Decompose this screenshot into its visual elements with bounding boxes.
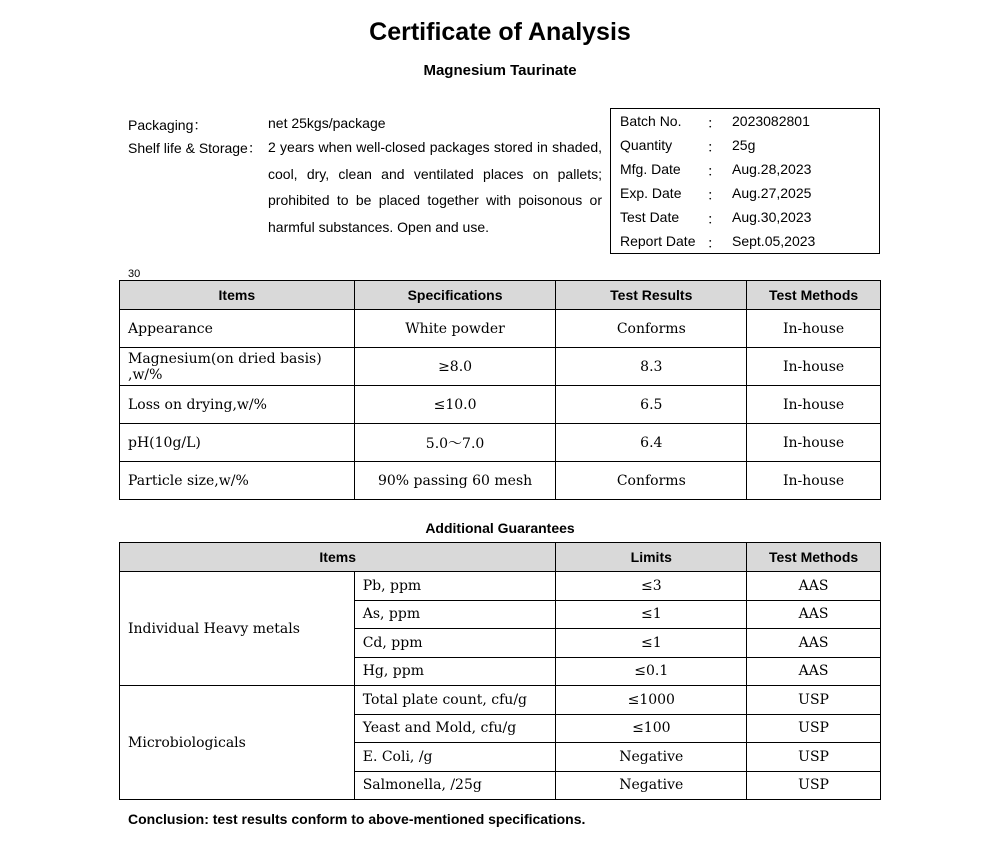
method-cell: USP — [747, 714, 881, 743]
batch-colon: ： — [707, 187, 721, 203]
method-cell: AAS — [747, 572, 881, 601]
spec-cell: 5.0～7.0 — [354, 424, 556, 462]
product-name: Magnesium Taurinate — [423, 62, 577, 79]
batch-colon: ： — [707, 139, 721, 155]
item-cell: Loss on drying,w/% — [120, 386, 355, 424]
batch-value: Aug.27,2025 — [732, 185, 812, 201]
batch-row — [611, 233, 879, 257]
batch-label: Quantity — [620, 137, 673, 153]
header-items: Items — [120, 281, 355, 310]
result-cell: Conforms — [556, 462, 747, 500]
packaging-label: Packaging： — [128, 117, 208, 133]
limit-cell: ≤1000 — [556, 686, 747, 715]
method-cell: In-house — [747, 310, 881, 348]
item-cell: Particle size,w/% — [120, 462, 355, 500]
batch-label: Exp. Date — [620, 185, 682, 201]
batch-value: Aug.28,2023 — [732, 161, 812, 177]
spec-cell: ≥8.0 — [354, 348, 556, 386]
item-cell: pH(10g/L) — [120, 424, 355, 462]
method-cell: USP — [747, 771, 881, 800]
batch-value: Aug.30,2023 — [732, 209, 812, 225]
item-cell: Salmonella, /25g — [354, 771, 556, 800]
page-note: 30 — [128, 268, 141, 280]
spec-cell: 90% passing 60 mesh — [354, 462, 556, 500]
batch-info-box — [610, 108, 880, 254]
limit-cell: Negative — [556, 743, 747, 772]
header-specifications: Specifications — [354, 281, 556, 310]
header-test-methods: Test Methods — [747, 543, 881, 572]
shelf-value: 2 years when well-closed packages stored in shaded, cool, dry, clean and ventilated places on pallets; prohibited to be placed together with poisonous or harmful substances. Open and use. — [268, 139, 602, 235]
batch-colon: ： — [707, 163, 721, 179]
batch-row — [611, 185, 879, 209]
header-test-results: Test Results — [556, 281, 747, 310]
method-cell: AAS — [747, 629, 881, 658]
spec-cell: ≤10.0 — [354, 386, 556, 424]
method-cell: In-house — [747, 386, 881, 424]
batch-row — [611, 161, 879, 185]
header-test-methods: Test Methods — [747, 281, 881, 310]
specifications-table — [119, 280, 881, 500]
limit-cell: ≤1 — [556, 629, 747, 658]
batch-row — [611, 209, 879, 233]
method-cell: In-house — [747, 462, 881, 500]
result-cell: 8.3 — [556, 348, 747, 386]
group-cell: Individual Heavy metals — [120, 572, 355, 686]
batch-label: Mfg. Date — [620, 161, 681, 177]
header-limits: Limits — [556, 543, 747, 572]
result-cell: 6.4 — [556, 424, 747, 462]
batch-row — [611, 137, 879, 161]
spec-cell: White powder — [354, 310, 556, 348]
additional-guarantees-title: Additional Guarantees — [425, 520, 575, 536]
item-cell: Magnesium(on dried basis) ,w/% — [120, 348, 355, 386]
group-cell: Microbiologicals — [120, 686, 355, 800]
table-row — [120, 424, 881, 462]
method-cell: AAS — [747, 600, 881, 629]
item-cell: E. Coli, /g — [354, 743, 556, 772]
additional-guarantees-table — [119, 542, 881, 800]
batch-colon: ： — [707, 115, 721, 131]
table-row — [120, 310, 881, 348]
limit-cell: ≤0.1 — [556, 657, 747, 686]
limit-cell: ≤3 — [556, 572, 747, 601]
method-cell: USP — [747, 686, 881, 715]
batch-label: Report Date — [620, 233, 696, 249]
batch-value: Sept.05,2023 — [732, 233, 816, 249]
document-title: Certificate of Analysis — [369, 18, 631, 46]
item-cell: As, ppm — [354, 600, 556, 629]
table-row — [120, 386, 881, 424]
batch-row — [611, 113, 879, 137]
method-cell: USP — [747, 743, 881, 772]
method-cell: In-house — [747, 348, 881, 386]
batch-colon: ： — [707, 235, 721, 251]
limit-cell: ≤1 — [556, 600, 747, 629]
result-cell: Conforms — [556, 310, 747, 348]
batch-label: Test Date — [620, 209, 680, 225]
table-header-row — [120, 281, 881, 310]
result-cell: 6.5 — [556, 386, 747, 424]
item-cell: Cd, ppm — [354, 629, 556, 658]
table-row — [120, 572, 881, 601]
conclusion-text: Conclusion: test results conform to above-mentioned specifications. — [128, 811, 586, 827]
limit-cell: Negative — [556, 771, 747, 800]
limit-cell: ≤100 — [556, 714, 747, 743]
batch-value: 2023082801 — [732, 113, 810, 129]
item-cell: Yeast and Mold, cfu/g — [354, 714, 556, 743]
shelf-label: Shelf life & Storage： — [128, 140, 262, 156]
batch-value: 25g — [732, 137, 756, 153]
item-cell: Total plate count, cfu/g — [354, 686, 556, 715]
batch-label: Batch No. — [620, 113, 682, 129]
item-cell: Hg, ppm — [354, 657, 556, 686]
header-items: Items — [120, 543, 556, 572]
table-row — [120, 462, 881, 500]
table-row — [120, 348, 881, 386]
method-cell: In-house — [747, 424, 881, 462]
packaging-value: net 25kgs/package — [268, 115, 386, 131]
method-cell: AAS — [747, 657, 881, 686]
item-cell: Pb, ppm — [354, 572, 556, 601]
batch-colon: ： — [707, 211, 721, 227]
table-row — [120, 686, 881, 715]
item-cell: Appearance — [120, 310, 355, 348]
table-header-row — [120, 543, 881, 572]
